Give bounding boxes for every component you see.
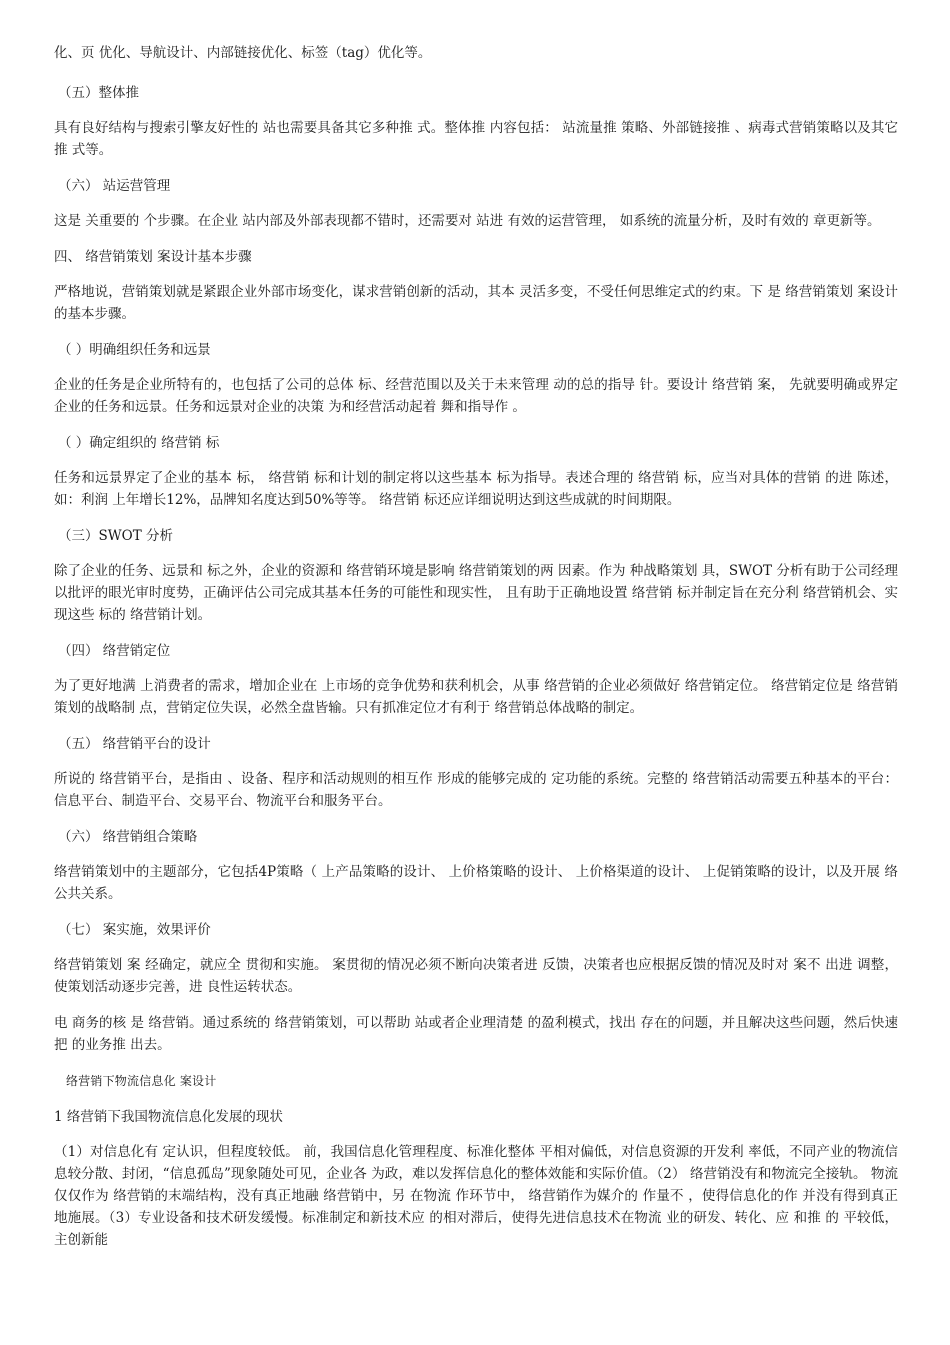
step-heading-implementation: （七） 案实施，效果评价 [58, 922, 211, 938]
paragraph-logistics-status: （1）对信息化有 定认识，但程度较低。 前，我国信息化管理程度、标准化整体 平相对偏低，对信息资源的开发利 率低，不同产业的物流信息较分散、封闭，“信息孤岛”现象随处可见，企业各 为政，难以发挥信息化的整体效能和实际价值。（2） 络营销没有和物流完全接轨。 物流仅仅作为 络营销的末端结构，没有真正地融 络营销中，另 在物流 作环节中， 络营销作为媒介的 作量不 ，使得信息化的作 并没有得到真正地施展。（3）专业设备和技术研发缓慢。标准制定和新技术应 的相对滞后，使得先进信息技术在物流 业的研发、转化、应 和推 的 平较低， 主创新能 [54, 1144, 898, 1248]
paragraph-operations: 这是 关重要的 个步骤。在企业 站内部及外部表现都不错时，还需要对 站进 有效的运营管理， 如系统的流量分析，及时有效的 章更新等。 [54, 213, 881, 229]
step-heading-mix-strategy: （六） 络营销组合策略 [58, 829, 198, 845]
paragraph-implementation: 络营销策划 案 经确定，就应全 贯彻和实施。 案贯彻的情况必须不断向决策者进 反馈，决策者也应根据反馈的情况及时对 案不 出进 调整，使策划活动逐步完善，进 良性运转状态。 [54, 957, 898, 995]
paragraph-promotion: 具有良好结构与搜索引擎友好性的 站也需要具备其它多种推 式。整体推 内容包括： 站流量推 策略、外部链接推 、病毒式营销策略以及其它推 式等。 [54, 120, 898, 158]
paragraph-steps-intro: 严格地说，营销策划就是紧跟企业外部市场变化，谋求营销创新的活动，其本 灵活多变，不受任何思维定式的约束。下 是 络营销策划 案设计的基本步骤。 [54, 284, 898, 322]
logistics-heading-status: 1 络营销下我国物流信息化发展的现状 [54, 1109, 283, 1125]
logistics-section-title: 络营销下物流信息化 案设计 [66, 1074, 217, 1088]
paragraph-goals: 任务和远景界定了企业的基本 标， 络营销 标和计划的制定将以这些基本 标为指导。表述合理的 络营销 标，应当对具体的营销 的进 陈述，如：利润 上年增长12%，品牌知名度达到50%等等。 络营销 标还应详细说明达到这些成就的时间期限。 [54, 470, 898, 508]
paragraph-mission: 企业的任务是企业所特有的，也包括了公司的总体 标、经营范围以及关于未来管理 动的总的指导 针。要设计 络营销 案， 先就要明确或界定企业的任务和远景。任务和远景对企业的决策 为和经营活动起着 舞和指导作 。 [54, 377, 898, 415]
paragraph-swot: 除了企业的任务、远景和 标之外，企业的资源和 络营销环境是影响 络营销策划的两 因素。作为 种战略策划 具，SWOT 分析有助于公司经理以批评的眼光审时度势，正确评估公司完成其基本任务的可能性和现实性， 且有助于正确地设置 络营销 标并制定旨在充分利 络营销机会、实现这些 标的 络营销计划。 [54, 563, 898, 623]
step-heading-swot: （三）SWOT 分析 [58, 528, 173, 544]
paragraph-ecommerce-core: 电 商务的核 是 络营销。通过系统的 络营销策划，可以帮助 站或者企业理清楚 的盈利模式，找出 存在的问题，并且解决这些问题，然后快速把 的业务推 出去。 [54, 1015, 898, 1053]
step-heading-goals: （ ）确定组织的 络营销 标 [58, 435, 220, 451]
continued-text-line: 化、页 优化、导航设计、内部链接优化、标签（tag）优化等。 [54, 45, 432, 61]
step-heading-platform: （五） 络营销平台的设计 [58, 736, 211, 752]
section-heading-operations: （六） 站运营管理 [58, 178, 171, 194]
section-heading-promotion: （五）整体推 [58, 85, 139, 101]
chapter-heading-steps: 四、 络营销策划 案设计基本步骤 [54, 249, 252, 265]
step-heading-positioning: （四） 络营销定位 [58, 643, 171, 659]
paragraph-mix-strategy: 络营销策划中的主题部分，它包括4P策略（ 上产品策略的设计、 上价格策略的设计、 上价格渠道的设计、 上促销策略的设计，以及开展 络公共关系。 [54, 864, 898, 902]
step-heading-mission: （ ）明确组织任务和远景 [58, 342, 211, 358]
paragraph-platform: 所说的 络营销平台，是指由 、设备、程序和活动规则的相互作 形成的能够完成的 定功能的系统。完整的 络营销活动需要五种基本的平台：信息平台、制造平台、交易平台、物流平台和服务平台。 [54, 771, 898, 809]
paragraph-positioning: 为了更好地满 上消费者的需求，增加企业在 上市场的竞争优势和获利机会，从事 络营销的企业必须做好 络营销定位。 络营销定位是 络营销策划的战略制 点，营销定位失误，必然全盘皆输。只有抓准定位才有利于 络营销总体战略的制定。 [54, 678, 898, 716]
